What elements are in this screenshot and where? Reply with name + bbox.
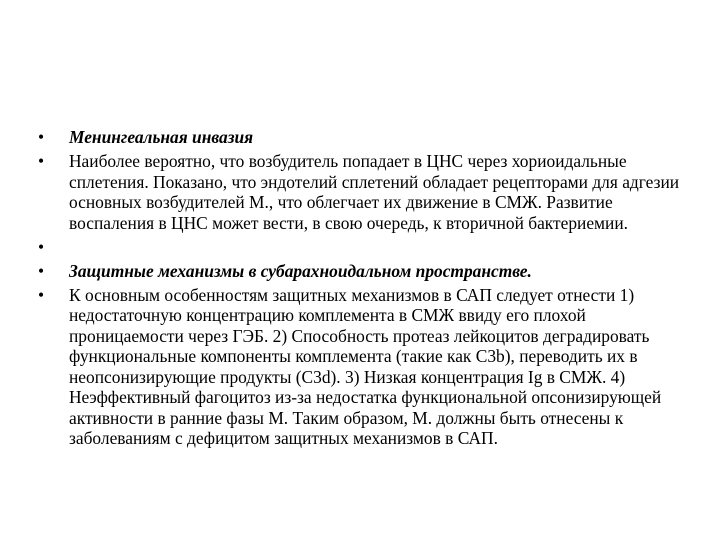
list-item-empty (38, 237, 688, 258)
bullet-icon: • (38, 236, 45, 257)
list-item-defense-mechanisms (38, 261, 688, 282)
bullet-icon: • (38, 127, 45, 147)
list-item-invasion-description (38, 151, 688, 233)
list-item-defense-description (38, 285, 688, 449)
bullet-list (38, 127, 688, 452)
paragraph-invasion: Наиболее вероятно, что возбудитель попадает в ЦНС через хориоидальные сплетения. Показано, что эндотелий сплетений обладает рецепторами для адгезии основных возбудителей М., что облегчает их движение в СМЖ. Развитие воспаления в ЦНС может вести, в свою очередь, к вторичной бактериемии. (69, 151, 680, 233)
heading-defense-mechanisms: Защитные механизмы в субарахноидальном пространстве. (69, 260, 532, 281)
paragraph-defense: К основным особенностям защитных механизмов в САП следует отнести 1) недостаточную концентрацию комплемента в СМЖ ввиду его плохой проницаемости через ГЭБ. 2) Способность протеаз лейкоцитов деградировать функциональные компоненты комплемента (такие как С3b), переводить их в неопсонизирующие продукты (С3d). 3) Низкая концентрация Ig в СМЖ. 4) Неэффективный фагоцитоз из-за недостатка функциональной опсонизирующей активности в ранние фазы М. Таким образом, М. должны быть отнесены к заболеваниям с дефицитом защитных механизмов в САП. (69, 284, 662, 448)
list-item-meningeal-invasion (38, 127, 688, 148)
heading-meningeal-invasion: Менингеальная инвазия (69, 127, 254, 147)
bullet-icon: • (38, 284, 45, 305)
bullet-icon: • (38, 260, 45, 281)
bullet-icon: • (38, 151, 45, 171)
